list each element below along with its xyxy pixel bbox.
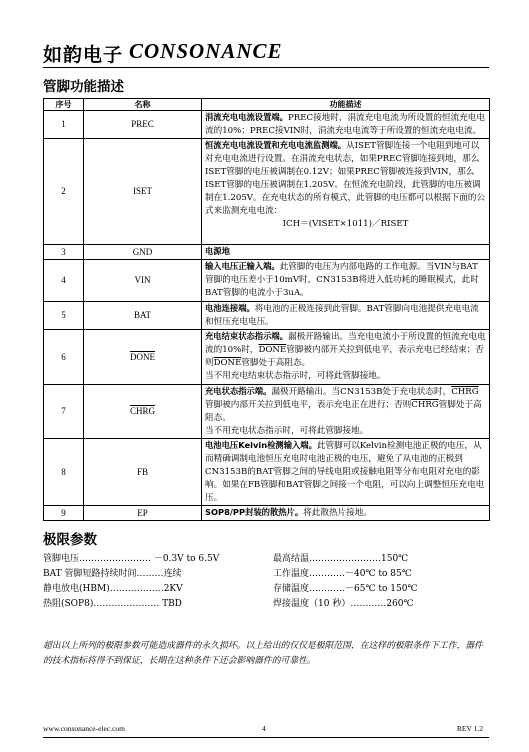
rating-item: 焊接温度（10 秒）…………260℃ — [273, 599, 414, 609]
pin-name: PREC — [84, 111, 202, 139]
brand-name-chinese: 如韵电子 — [43, 44, 124, 66]
ratings-left-column — [43, 552, 219, 612]
column-header-name: 名称 — [84, 99, 202, 111]
pin-function-text: 管脚处于高阻态。 — [205, 400, 482, 423]
pin-name: ISET — [84, 139, 202, 245]
pin-description — [202, 385, 490, 439]
page-footer — [43, 724, 489, 736]
column-header-number: 序号 — [44, 99, 84, 111]
table-row — [44, 439, 490, 506]
pin-reference: DONE — [258, 345, 287, 355]
page-number: 4 — [262, 724, 266, 733]
rating-item: 管脚电压…………………… －0.3V to 6.5V — [43, 554, 220, 564]
header-divider — [43, 67, 489, 68]
table-row — [44, 245, 490, 260]
brand-name-english: CONSONANCE — [129, 39, 283, 63]
pin-number: 7 — [44, 385, 84, 439]
table-row — [44, 111, 490, 139]
table-header-row — [44, 99, 490, 111]
table-row — [44, 139, 490, 245]
pin-name: VIN — [84, 260, 202, 302]
pin-function-lead: 电源地 — [205, 246, 230, 256]
pin-function-lead: 充电结束状态指示端。 — [205, 331, 288, 341]
pin-function-lead: 电池电压Kelvin检测输入端。 — [205, 440, 317, 450]
pin-number: 5 — [44, 302, 84, 330]
pin-function-text: 管脚被内部开关拉到低电平，表示充电正在进行；否则 — [205, 400, 412, 410]
pin-function-note: 当不用充电结束状态指示时，可将此管脚接地。 — [205, 371, 386, 381]
table-row — [44, 260, 490, 302]
pin-description — [202, 506, 490, 521]
pin-number: 1 — [44, 111, 84, 139]
pin-function-text: 此管脚的电压为内部电路的工作电源。当VIN与BAT管脚的电压差小于10mV时，CN3153B将进入低功耗的睡眠模式，此时BAT管脚的电流小于3uA。 — [205, 262, 479, 298]
pin-function-text: 管脚处于高阻态。 — [241, 358, 311, 368]
pin-reference: CHRG — [451, 387, 479, 397]
ratings-notice: 超出以上所列的极限参数可能造成器件的永久损坏。以上给出的仅仅是极限范围，在这样的极限条件下工作，器件的技术指标将得不到保证，长期在这种条件下还会影响器件的可靠性。 — [43, 641, 483, 666]
rating-item: BAT 管脚短路持续时间………连续 — [43, 569, 182, 579]
pin-name: DONE — [84, 330, 202, 385]
pin-name: CHRG — [84, 385, 202, 439]
pin-function-text: 从ISET管脚连接一个电阻到地可以对充电电流进行设置。在涓流充电状态，如果PREC管脚连接到地，那么ISET管脚的电压被调制在0.12V；如果PREC管脚被连接到VIN，那么ISET管脚的电压被调制在1.205V。在恒流充电阶段，此管脚的电压被调制在1.205V。在充电状态的所有模式，此管脚的电压都可以根据下面的公式来监测充电电流： — [205, 141, 486, 216]
table-row — [44, 302, 490, 330]
page-header — [43, 40, 489, 68]
pin-description — [202, 439, 490, 506]
pin-function-lead: SOP8/PP封装的散热片。 — [205, 507, 304, 517]
footer-website: www.consonance-elec.com — [43, 724, 125, 733]
pin-number: 9 — [44, 506, 84, 521]
pin-number: 3 — [44, 245, 84, 260]
rating-item: 热阻(SOP8)…………………. TBD — [43, 599, 182, 609]
pin-function-lead: 涓流充电电流设置端。 — [205, 112, 288, 122]
pin-name: BAT — [84, 302, 202, 330]
pin-function-table — [43, 98, 490, 521]
table-row — [44, 385, 490, 439]
pin-name: FB — [84, 439, 202, 506]
pin-function-text: 将此散热片接地。 — [303, 508, 372, 518]
pin-description — [202, 260, 490, 302]
absolute-max-ratings-title: 极限参数 — [43, 532, 97, 548]
pin-name: GND — [84, 245, 202, 260]
table-row — [44, 330, 490, 385]
pin-function-lead: 电池连接端。 — [205, 303, 255, 313]
pin-description — [202, 302, 490, 330]
pin-reference: DONE — [213, 358, 242, 368]
pin-function-text: 漏极开路输出。当CN3153B处于充电状态时， — [271, 387, 452, 397]
pin-description — [202, 245, 490, 260]
table-row — [44, 506, 490, 521]
pin-function-title: 管脚功能描述 — [43, 79, 124, 95]
rating-item: 存储温度…………－65℃ to 150℃ — [273, 584, 418, 594]
pin-function-text: 将电池的正极连接到此管脚。BAT管脚向电池提供充电电流和恒压充电电压。 — [205, 304, 479, 327]
pin-number: 6 — [44, 330, 84, 385]
rating-item: 静电放电(HBM)………………2KV — [43, 584, 183, 594]
pin-function-note: 当不用充电状态指示时，可将此管脚接地。 — [205, 426, 369, 436]
footer-divider — [43, 737, 489, 738]
pin-function-lead: 恒流充电电流设置和充电电流监测端。 — [205, 140, 347, 150]
rating-item: 工作温度…………－40℃ to 85℃ — [273, 569, 412, 579]
revision-label: REV 1.2 — [456, 724, 483, 733]
pin-name: EP — [84, 506, 202, 521]
pin-function-text: PREC接地时，涓流充电电流为所设置的恒流充电电流的10%；PREC接VIN时，涓流充电电流等于所设置的恒流充电电流。 — [205, 113, 485, 136]
pin-number: 4 — [44, 260, 84, 302]
ratings-right-column — [273, 552, 418, 612]
pin-number: 8 — [44, 439, 84, 506]
pin-number: 2 — [44, 139, 84, 245]
pin-function-lead: 充电状态指示端。 — [205, 386, 272, 396]
pin-function-lead: 输入电压正输入端。 — [205, 261, 280, 271]
pin-description — [202, 111, 490, 139]
rating-item: 最高结温……………………150℃ — [273, 554, 409, 564]
column-header-description: 功能描述 — [202, 99, 490, 111]
charge-current-formula: ICH＝(VISET×1011)／RISET — [282, 219, 409, 229]
pin-reference: CHRG — [411, 400, 439, 410]
pin-function-text: 漏极开路输出。当充电电流小于所设置的恒流充电电流的10%时， — [205, 332, 486, 355]
pin-description — [202, 139, 490, 245]
pin-function-text: 此管脚可以Kelvin检测电池正极的电压，从而精确调制电池恒压充电时电池正极的电压，避免了从电池的正极到CN3153B的BAT管脚之间的导线电阻或接触电阻等分布电阻对充电的影响。如果在FB管脚和BAT管脚之间接一个电阻，可以向上调整恒压充电电压。 — [205, 441, 485, 503]
pin-description — [202, 330, 490, 385]
pin-function-text: 管脚被内部开关拉到低电平，表示充电已经结束；否则 — [205, 345, 484, 368]
